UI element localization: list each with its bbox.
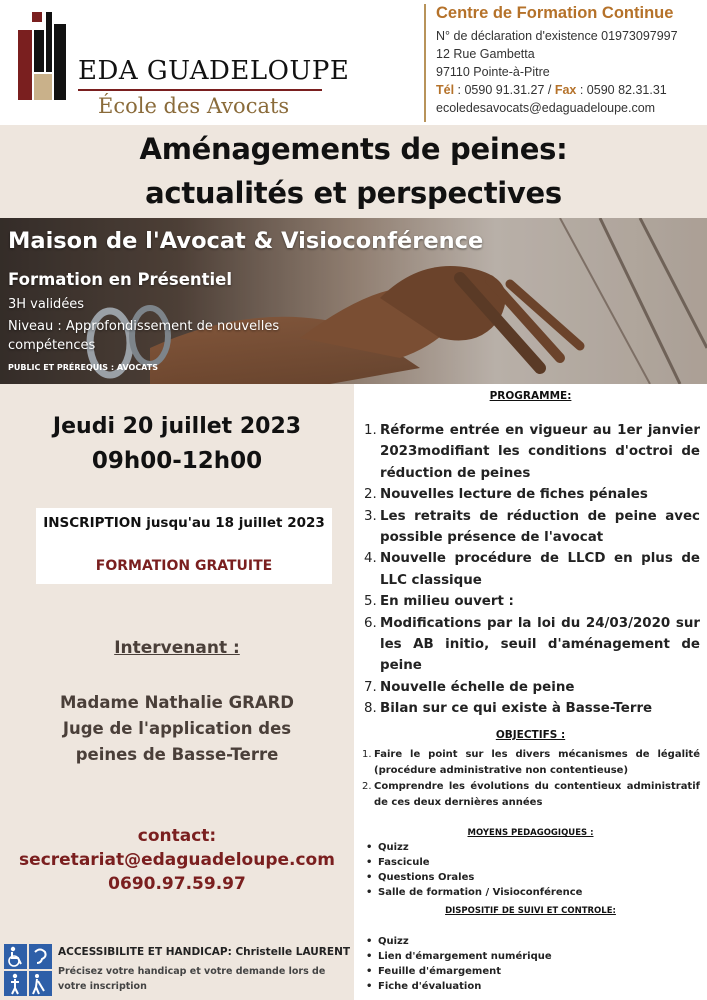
address-line-2: 97110 Pointe-à-Pitre [436,65,550,79]
item-text: Nouvelle procédure de LLCD en plus de LLC classique [380,551,700,588]
list-item [366,934,696,949]
declaration-number: N° de déclaration d'existence 01973097997 [436,29,678,43]
item-text: Comprendre les évolutions du contentieux administratif de ces deux dernières années [374,781,700,808]
list-item [366,885,696,900]
item-number: 5. [364,594,377,610]
objectives-list [362,747,700,811]
contact-label: contact: [137,826,217,846]
item-text: Bilan sur ce qui existe à Basse-Terre [380,701,653,717]
main-title-line-2: actualités et perspectives [145,176,562,210]
list-item [366,870,696,885]
item-text: Questions Orales [378,872,475,883]
speaker-name: Madame Nathalie GRARD [59,693,294,712]
item-text: Fascicule [378,857,430,868]
item-number: 1. [364,423,377,438]
item-text: Quizz [378,936,409,947]
validated-hours: 3H validées [8,297,85,312]
left-column [0,384,354,1000]
programme-item [364,613,700,677]
venue: Maison de l'Avocat & Visioconférence [8,228,484,254]
accessibility-text: Précisez votre handicap et votre demande lors de votre inscription [58,966,326,992]
item-number: 7. [364,679,377,695]
item-text: Modifications par la loi du 24/03/2020 sur les AB initio, seuil d'aménagement de peine [380,615,700,674]
item-text: Quizz [378,842,409,853]
accessibility-block [0,942,354,1000]
tel-value: : 0590 91.31.27 / [454,83,555,97]
event-time: 09h00-12h00 [91,448,263,474]
audience-prerequisites: PUBLIC ET PRÉREQUIS : AVOCATS [8,363,158,372]
programme-item [364,591,700,612]
contact-phone[interactable]: 0690.97.59.97 [108,874,246,894]
item-number: 2. [364,487,377,503]
logo-name: EDA GUADELOUPE [78,56,350,86]
inscription-box [36,508,332,584]
item-text: Fiche d'évaluation [378,981,482,992]
bullet-icon: • [366,966,373,977]
item-number: 6. [364,615,377,631]
eda-logo [8,6,350,121]
phone-fax-line [436,81,704,99]
list-item [366,979,696,994]
objective-item [362,747,700,779]
bullet-icon: • [366,936,373,947]
title-band [0,125,707,218]
item-number: 8. [364,701,377,717]
main-title-line-1: Aménagements de peines: [139,132,568,166]
contact-email[interactable]: secretariat@edaguadeloupe.com [19,850,335,870]
event-date: Jeudi 20 juillet 2023 [52,414,302,439]
event-datetime [0,410,354,478]
programme-item [364,677,700,698]
item-text: Nouvelle échelle de peine [380,679,575,695]
item-number: 1. [362,749,372,760]
item-text: Nouvelles lecture de fiches pénales [380,487,648,503]
item-number: 4. [364,551,377,567]
right-column [354,384,707,1000]
bullet-icon: • [366,887,373,898]
programme-item [364,506,700,549]
programme-item [364,548,700,591]
monitoring-list [366,934,696,994]
tel-label: Tél [436,83,455,97]
header [0,0,707,125]
item-text: En milieu ouvert : [380,594,514,610]
list-item [366,855,696,870]
accessibility-icons [4,944,52,996]
teaching-means-list [366,840,696,900]
objective-item [362,779,700,811]
inscription-deadline: INSCRIPTION jusqu'au 18 juillet 2023 [43,515,325,531]
eda-logo-icon [14,10,70,100]
programme-item [364,698,700,719]
item-number: 2. [362,781,372,792]
programme-item [364,484,700,505]
logo-subtitle: École des Avocats [98,94,290,118]
fax-value: : 0590 82.31.31 [576,83,667,97]
free-training-label: FORMATION GRATUITE [95,558,273,574]
speaker-role-line-1: Juge de l'application des [62,719,292,738]
logo-divider [78,89,322,91]
programme-list [364,420,700,720]
speaker-role-line-2: peines de Basse-Terre [75,745,279,764]
contact-block [0,824,354,896]
center-title: Centre de Formation Continue [436,4,674,22]
item-text: Salle de formation / Visioconférence [378,887,583,898]
list-item [366,949,696,964]
programme-item [364,420,700,484]
list-item [366,964,696,979]
item-text: Réforme entrée en vigueur au 1er janvier 2023modifiant les conditions d'octroi de réduction de peines [380,423,700,481]
speaker-heading: Intervenant : [114,638,240,658]
item-number: 3. [364,508,377,524]
bullet-icon: • [366,981,373,992]
bullet-icon: • [366,872,373,883]
bullet-icon: • [366,857,373,868]
item-text: Les retraits de réduction de peine avec possible présence de l'avocat [380,508,700,546]
bullet-icon: • [366,951,373,962]
address-line-1: 12 Rue Gambetta [436,47,535,61]
speaker-details [0,690,354,768]
objectives-heading: OBJECTIFS : [495,729,566,741]
teaching-means-heading: MOYENS PEDAGOGIQUES : [467,828,594,838]
item-text: Lien d'émargement numérique [378,951,552,962]
bullet-icon: • [366,842,373,853]
monitoring-heading: DISPOSITIF DE SUIVI ET CONTROLE: [445,906,616,916]
item-text: Faire le point sur les divers mécanismes de légalité (procédure administrative non contentieuse) [374,749,700,776]
item-text: Feuille d'émargement [378,966,502,977]
programme-heading: PROGRAMME: [489,390,572,402]
training-level: Niveau : Approfondissement de nouvelles compétences [8,319,280,353]
accessibility-title: ACCESSIBILITE ET HANDICAP: Christelle LAURENT [58,946,351,958]
header-email[interactable]: ecoledesavocats@edaguadeloupe.com [436,101,656,115]
center-info [424,4,704,122]
photo-banner [0,218,707,384]
list-item [366,840,696,855]
training-mode: Formation en Présentiel [8,270,233,289]
fax-label: Fax [554,83,577,97]
